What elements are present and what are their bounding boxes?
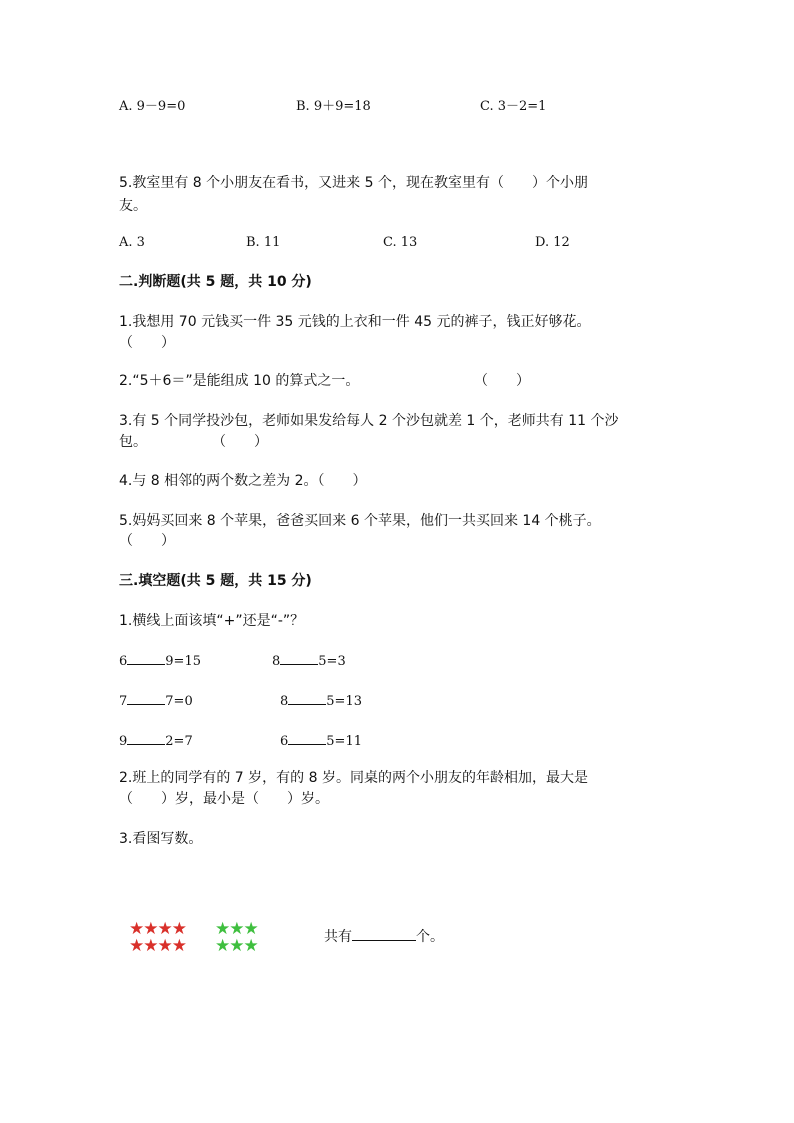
equation: 8 5=3: [272, 650, 346, 672]
star-count-answer: 共有 个。: [324, 926, 444, 947]
equation: 6 5=11: [280, 730, 362, 752]
fill-blank[interactable]: [127, 650, 165, 665]
section-title-judgement: 二.判断题(共 5 题，共 10 分): [119, 274, 312, 290]
answer-bracket[interactable]: （ ）: [212, 434, 268, 450]
green-stars-row-1: ★★★: [215, 919, 258, 939]
fill-blank[interactable]: [280, 650, 318, 665]
fill-question-2: 2.班上的同学有的 7 岁，有的 8 岁。同桌的两个小朋友的年龄相加，最大是: [119, 770, 588, 786]
fill-question-2-cont[interactable]: （ ）岁，最小是（ ）岁。: [119, 791, 329, 807]
judgement-item-2: 2.“5＋6＝”是能组成 10 的算式之一。: [119, 373, 360, 389]
question-5-text-cont: 友。: [119, 198, 147, 214]
fill-blank[interactable]: [288, 690, 326, 705]
judgement-item-4: 4.与 8 相邻的两个数之差为 2。（ ）: [119, 473, 367, 489]
red-stars-row-1: ★★★★: [129, 919, 186, 939]
option-a[interactable]: A. 9－9=0: [119, 99, 186, 114]
option-a[interactable]: A. 3: [119, 235, 145, 250]
option-d[interactable]: D. 12: [535, 235, 570, 250]
answer-bracket[interactable]: （ ）: [474, 373, 530, 389]
judgement-item-3: 3.有 5 个同学投沙包，老师如果发给每人 2 个沙包就差 1 个，老师共有 11 个沙: [119, 413, 619, 429]
fill-blank[interactable]: [352, 926, 416, 941]
section-title-fill-blank: 三.填空题(共 5 题，共 15 分): [119, 573, 312, 589]
green-stars-row-2: ★★★: [215, 936, 258, 956]
judgement-item-1: 1.我想用 70 元钱买一件 35 元钱的上衣和一件 45 元的裤子，钱正好够花。: [119, 314, 591, 330]
fill-question-3: 3.看图写数。: [119, 831, 203, 847]
equation: 8 5=13: [280, 690, 362, 712]
judgement-item-5: 5.妈妈买回来 8 个苹果，爸爸买回来 6 个苹果，他们一共买回来 14 个桃子。: [119, 513, 601, 529]
equation: 9 2=7: [119, 730, 193, 752]
option-c[interactable]: C. 13: [383, 235, 418, 250]
answer-bracket[interactable]: （ ）: [119, 533, 175, 549]
fill-question-1: 1.横线上面该填“+”还是“-”？: [119, 613, 305, 629]
option-c[interactable]: C. 3－2=1: [480, 99, 547, 114]
answer-bracket[interactable]: （ ）: [119, 335, 175, 351]
red-stars-row-2: ★★★★: [129, 936, 186, 956]
question-5-text: 5.教室里有 8 个小朋友在看书，又进来 5 个，现在教室里有（ ）个小朋: [119, 175, 588, 191]
option-b[interactable]: B. 11: [246, 235, 281, 250]
equation: 6 9=15: [119, 650, 201, 672]
equation: 7 7=0: [119, 690, 193, 712]
option-b[interactable]: B. 9＋9=18: [296, 99, 371, 114]
fill-blank[interactable]: [288, 730, 326, 745]
judgement-item-3-cont: 包。: [119, 434, 147, 450]
fill-blank[interactable]: [127, 690, 165, 705]
fill-blank[interactable]: [127, 730, 165, 745]
